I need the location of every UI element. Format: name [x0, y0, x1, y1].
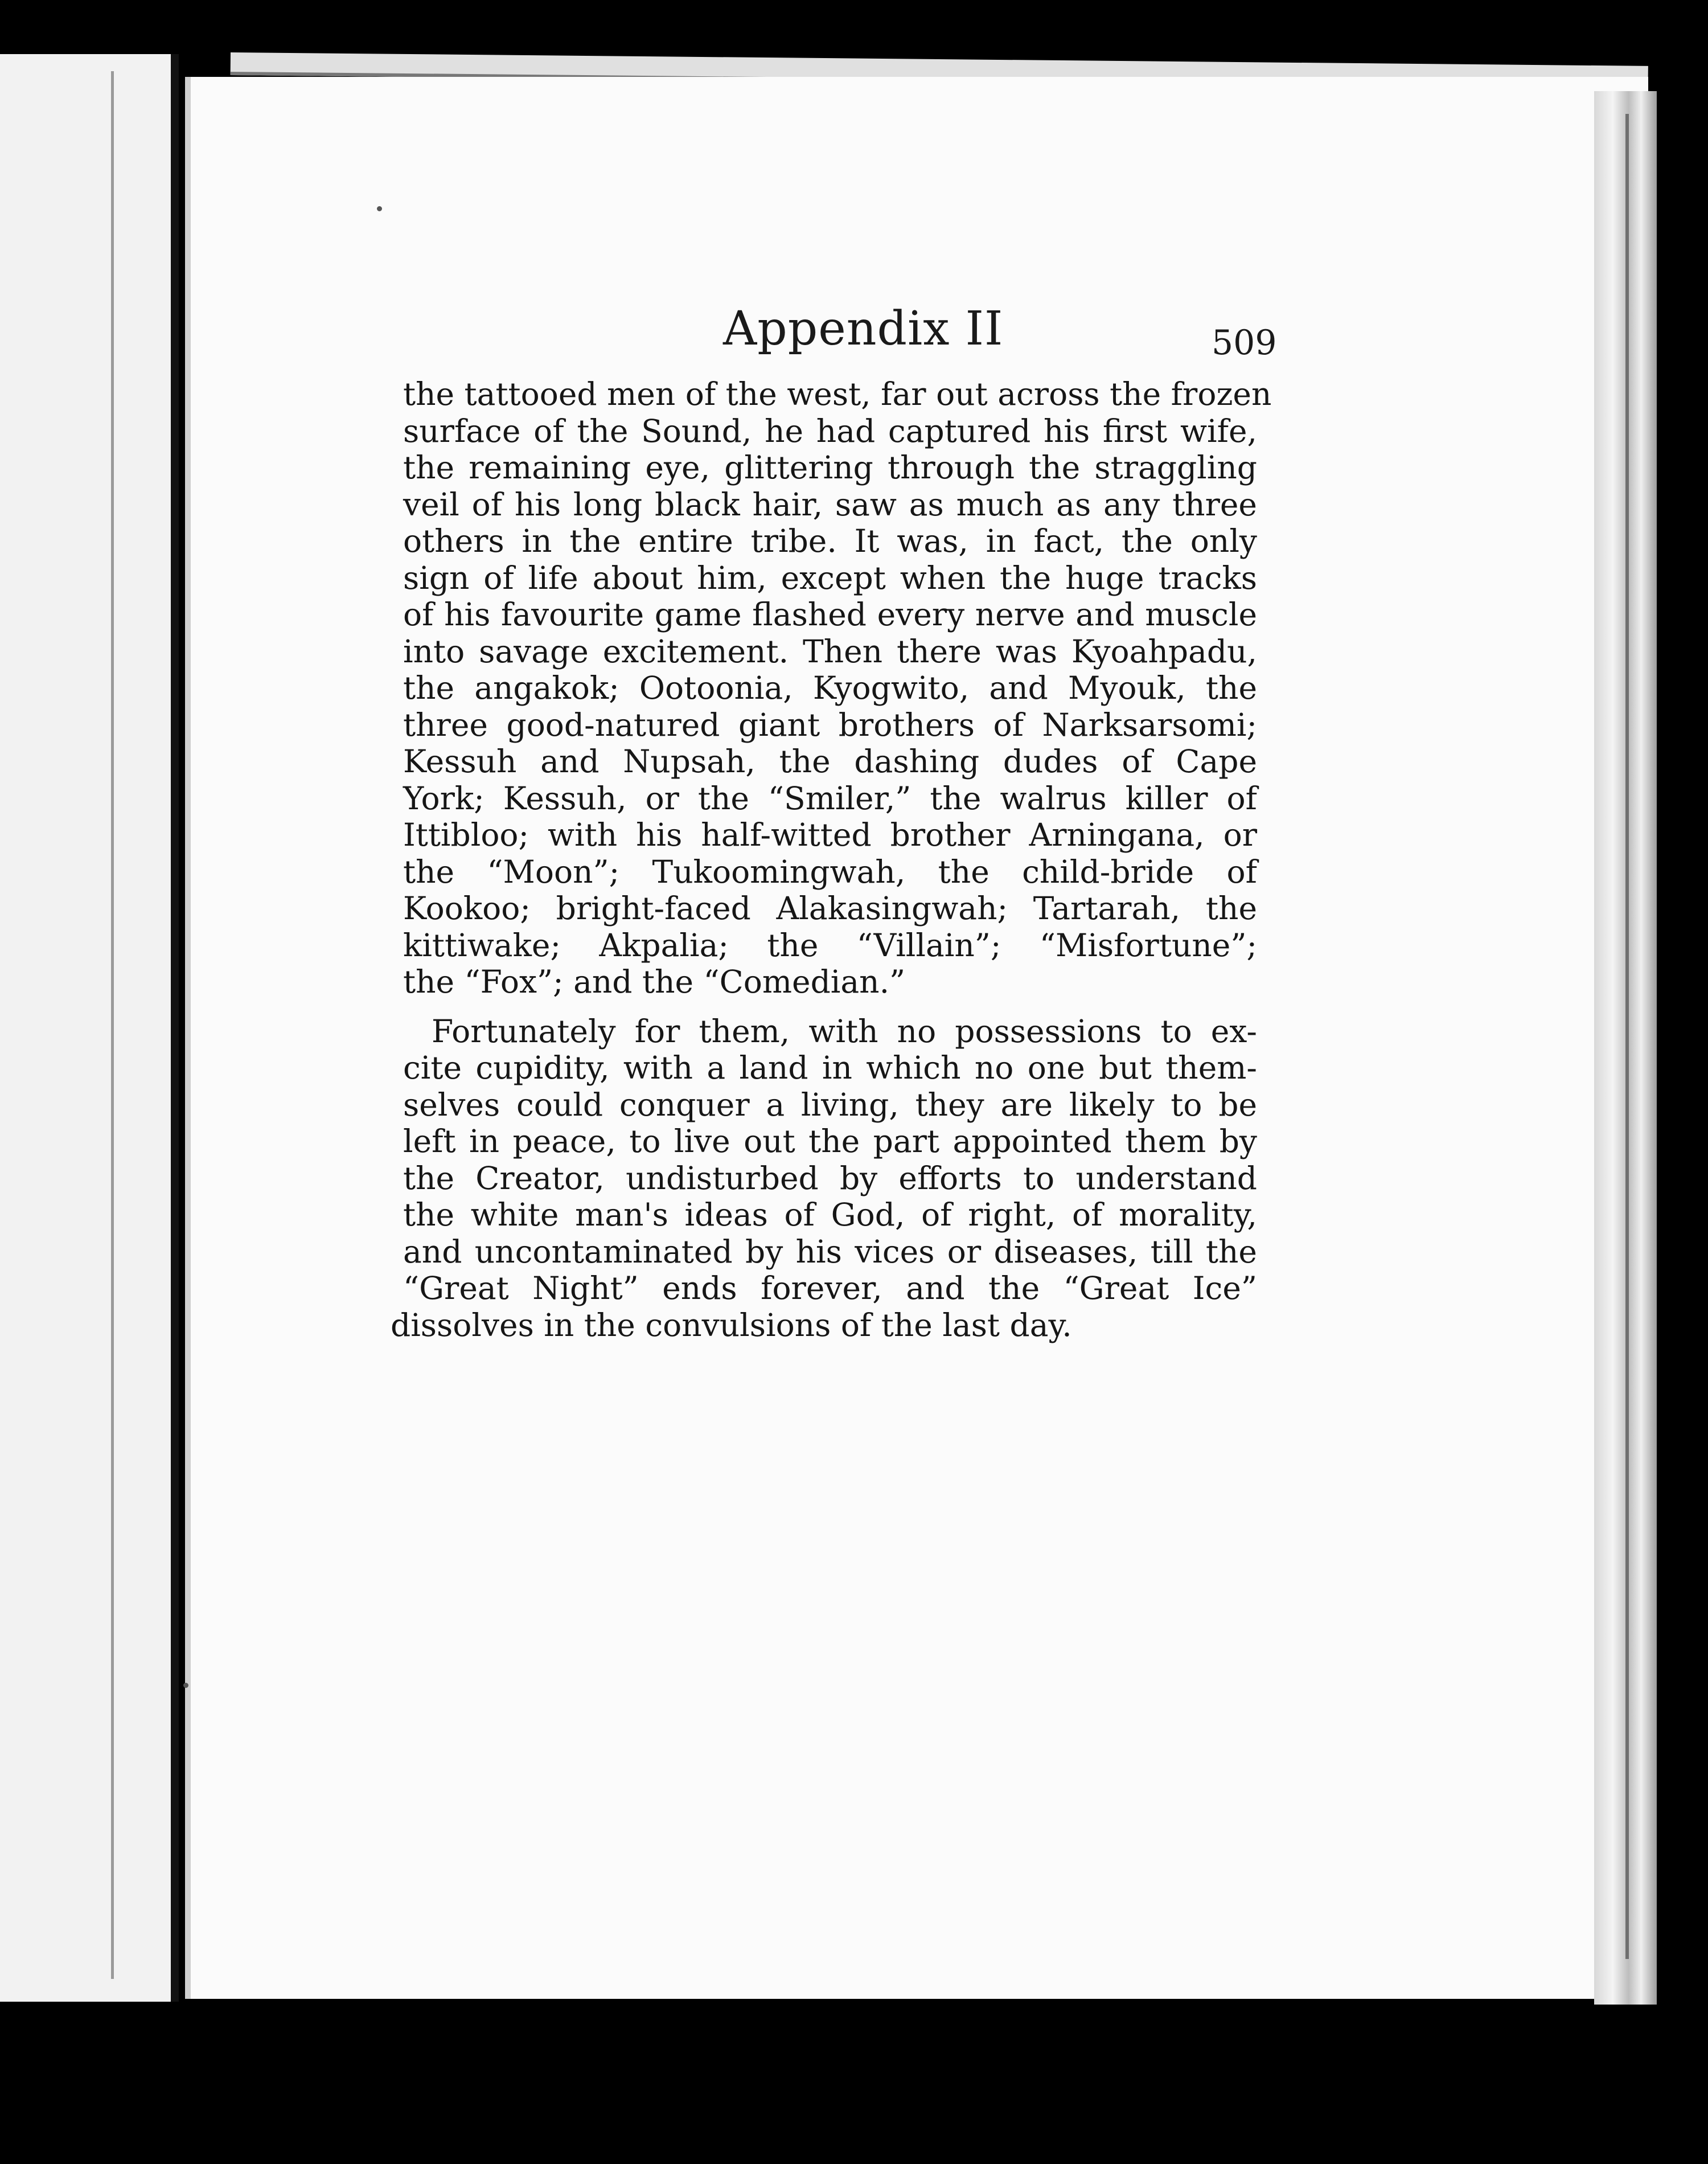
text-line: Kessuh and Nupsah, the dashing dudes of Cape — [403, 743, 1257, 780]
text-line: the “Fox”; and the “Comedian.” — [403, 964, 906, 1000]
text-line: veil of his long black hair, saw as much as any three — [403, 486, 1257, 523]
text-line: selves could conquer a living, they are likely to be — [403, 1086, 1257, 1123]
text-line: and uncontaminated by his vices or diseases, till the — [403, 1233, 1257, 1270]
paragraph — [403, 376, 1272, 1001]
text-line: the tattooed men of the west, far out across the frozen — [403, 376, 1272, 412]
text-line: the angakok; Ootoonia, Kyogwito, and Myouk, the — [403, 670, 1257, 706]
gutter-line — [111, 71, 114, 1979]
text-line: others in the entire tribe. It was, in fact, the only — [403, 523, 1257, 559]
text-line: Fortunately for them, with no possessions to ex- — [432, 1013, 1257, 1050]
running-head: Appendix II — [723, 302, 1004, 356]
text-line: the “Moon”; Tukoomingwah, the child-bride of — [403, 853, 1257, 890]
paper-speck — [183, 1683, 188, 1688]
text-line: of his favourite game flashed every nerve and muscle — [403, 596, 1257, 633]
text-line: the remaining eye, glittering through the straggling — [403, 449, 1257, 486]
text-line: into savage excitement. Then there was Kyoahpadu, — [403, 633, 1257, 670]
text-line: three good-natured giant brothers of Narksarsomi; — [403, 706, 1257, 743]
text-line: the Creator, undisturbed by efforts to understand — [403, 1159, 1257, 1196]
text-line: surface of the Sound, he had captured his first wife, — [403, 412, 1257, 449]
text-line: sign of life about him, except when the huge tracks — [403, 559, 1257, 596]
text-line: dissolves in the convulsions of the last day. — [391, 1306, 1072, 1343]
paragraph-gap — [403, 1001, 1257, 1013]
text-line: Ittibloo; with his half-witted brother Arningana, or — [403, 817, 1257, 853]
paper-speck — [377, 206, 382, 211]
text-line: cite cupidity, with a land in which no one but them- — [403, 1050, 1257, 1086]
page-stack-edge — [1594, 91, 1657, 2005]
text-line: “Great Night” ends forever, and the “Great Ice” — [403, 1270, 1257, 1306]
text-line: kittiwake; Akpalia; the “Villain”; “Misfortune”; — [403, 927, 1257, 964]
text-line: Kookoo; bright-faced Alakasingwah; Tartarah, the — [403, 890, 1257, 927]
previous-page-edge — [0, 54, 179, 2002]
page-number: 509 — [1212, 323, 1277, 363]
text-line: York; Kessuh, or the “Smiler,” the walrus killer of — [403, 780, 1257, 817]
body-text — [391, 376, 1272, 1343]
paragraph — [391, 1013, 1257, 1344]
text-line: the white man's ideas of God, of right, of morality, — [403, 1196, 1257, 1233]
page-stack-shadow — [1625, 114, 1629, 1959]
text-line: left in peace, to live out the part appointed them by — [403, 1123, 1257, 1159]
